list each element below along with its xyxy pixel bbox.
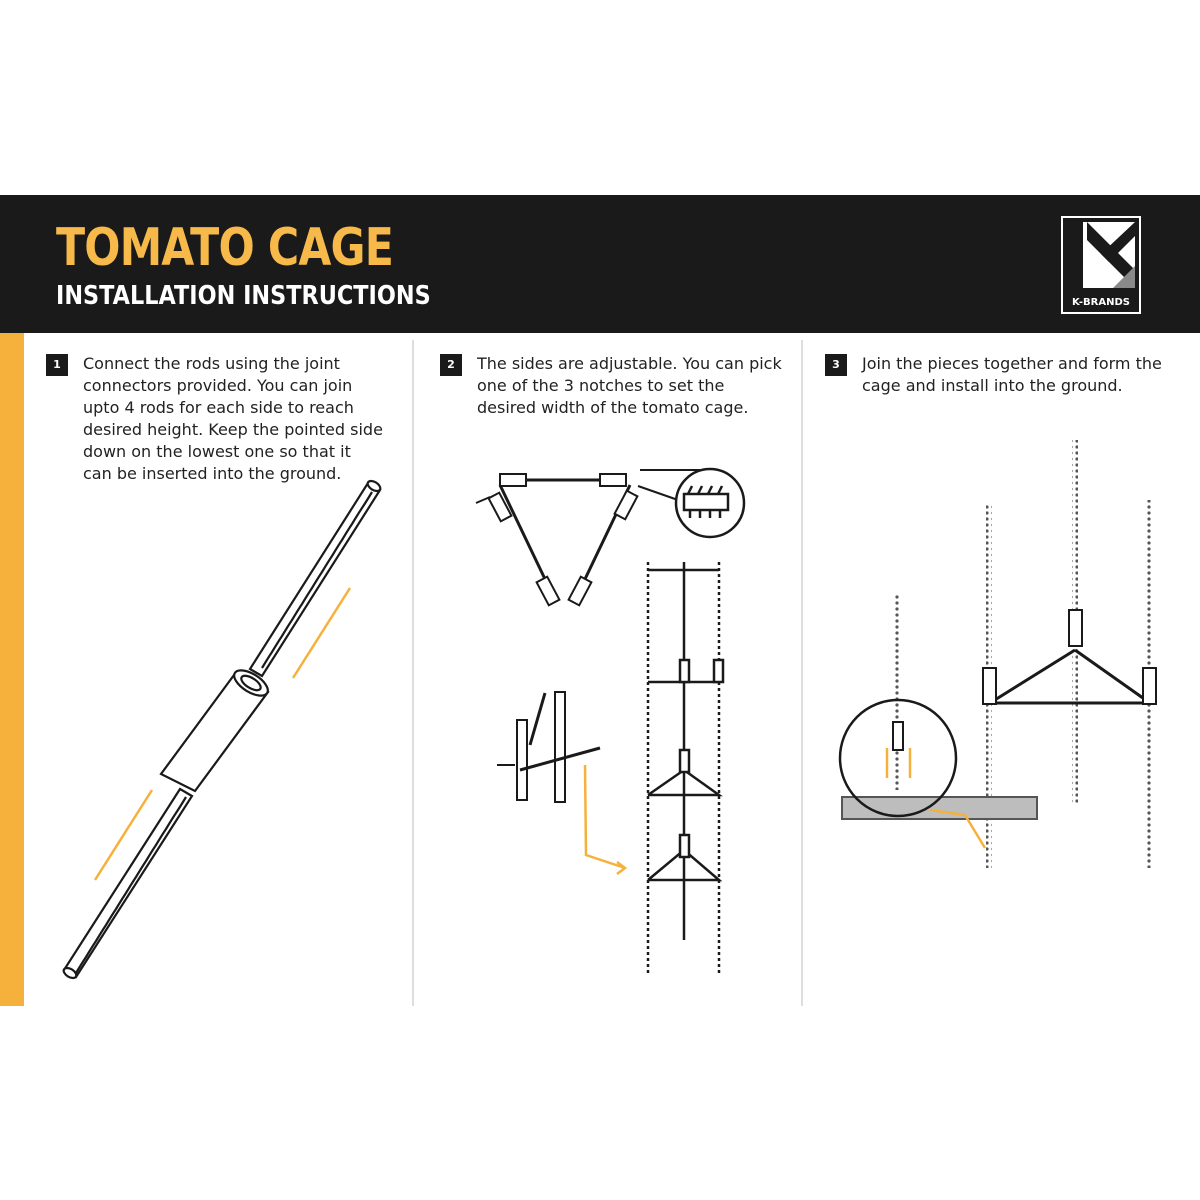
step-3-text: Join the pieces together and form the cage and install into the ground. [862,354,1162,395]
step-1-text: Connect the rods using the joint connectors provided. You can join upto 4 rods for each side to reach desired height. Keep the pointed side down on the lowest one so that it can be inserted into the ground. [83,354,383,483]
step-1-badge: 1 [46,354,68,376]
cage-tower-illustration-icon [648,562,723,975]
step-2-arrow-icon [585,765,625,874]
page-title: TOMATO CAGE [56,218,394,278]
page-subtitle: INSTALLATION INSTRUCTIONS [56,281,431,311]
step-2-badge: 2 [440,354,462,376]
step-3-badge: 3 [825,354,847,376]
notch-detail-icon [676,469,744,537]
ground-install-illustration-icon [840,700,1037,848]
rod-joint-illustration-icon [62,479,382,980]
triangle-frame-illustration-icon [476,470,700,605]
logo-text: K-BRANDS [1072,297,1130,308]
step-2-text: The sides are adjustable. You can pick one of the 3 notches to set the desired width of the tomato cage. [477,354,782,417]
